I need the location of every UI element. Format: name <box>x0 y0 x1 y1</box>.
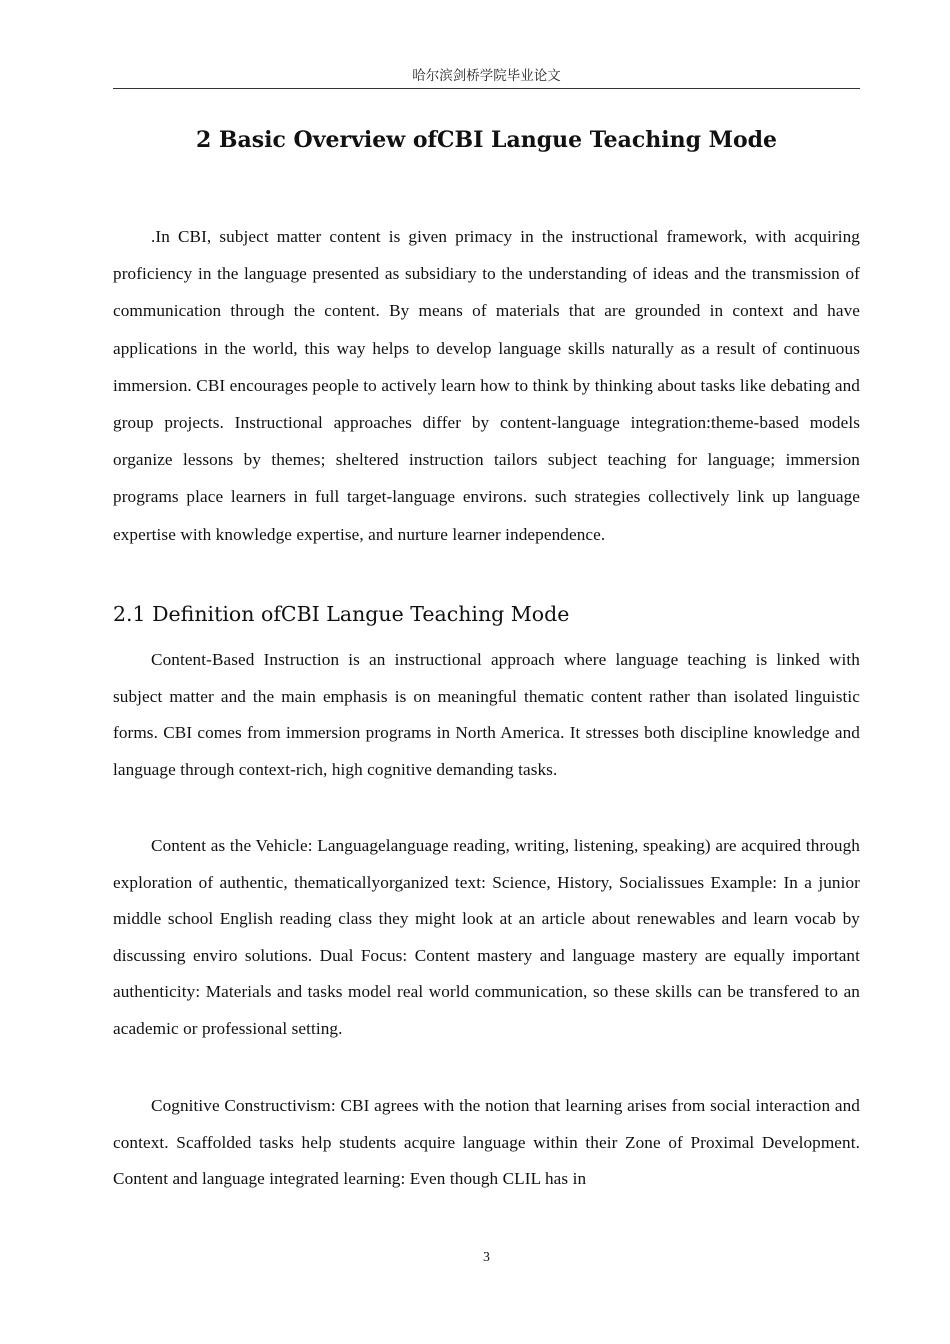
constructivism-paragraph: Cognitive Constructivism: CBI agrees with the notion that learning arises from social interaction and context. Scaffolded tasks help students acquire language within their Zone of Proximal Development. Content and language integrated learning: Even though CLIL has in <box>113 1096 860 1189</box>
page-number: 3 <box>483 1249 490 1264</box>
definition-paragraph: Content-Based Instruction is an instructional approach where language teaching is linked with subject matter and the main emphasis is on meaningful thematic content rather than isolated linguistic forms. CBI comes from immersion programs in North America. It stresses both discipline knowledge and language through context-rich, high cognitive demanding tasks. <box>113 650 860 779</box>
chapter-intro-paragraph: .In CBI, subject matter content is given primacy in the instructional framework, with acquiring proficiency in the language presented as subsidiary to the understanding of ideas and the transmission of communication through the content. By means of materials that are grounded in context and have applications in the world, this way helps to develop language skills naturally as a result of continuous immersion. CBI encourages people to actively learn how to think by thinking about tasks like debating and group projects. Instructional approaches differ by content-language integration:theme-based models organize lessons by themes; sheltered instruction tailors subject teaching for language; immersion programs place learners in full target-language environs. such strategies collectively link up language expertise with knowledge expertise, and nurture learner independence. <box>113 227 860 544</box>
section-heading: 2.1 Definition ofCBI Langue Teaching Mode <box>113 602 570 626</box>
content-vehicle-paragraph: Content as the Vehicle: Languagelanguage reading, writing, listening, speaking) are acquired through exploration of authentic, thematicallyorganized text: Science, History, Socialissues Example: In a junior middle school English reading class they might look at an article about renewables and learn vocab by discussing enviro solutions. Dual Focus: Content mastery and language mastery are equally important authenticity: Materials and tasks model real world communication, so these skills can be transfered to an academic or professional setting. <box>113 836 860 1038</box>
header-rule <box>113 88 860 89</box>
running-header: 哈尔滨剑桥学院毕业论文 <box>412 68 561 83</box>
chapter-title: 2 Basic Overview ofCBI Langue Teaching Mode <box>195 127 778 153</box>
